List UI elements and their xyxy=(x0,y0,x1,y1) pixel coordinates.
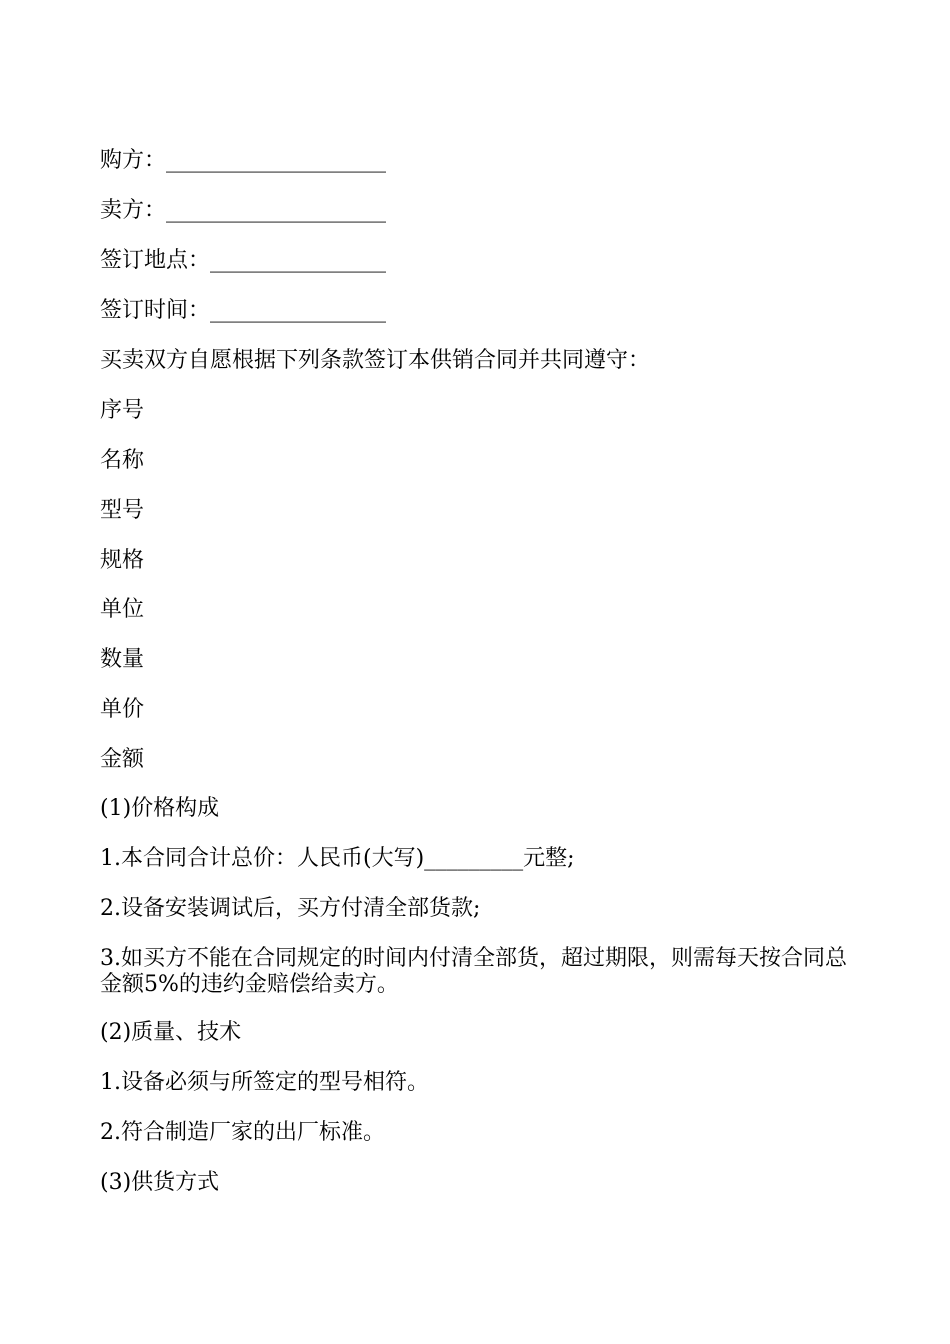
seller-field: 卖方：____________________ xyxy=(100,198,387,223)
quality-item-2: 2.符合制造厂家的出厂标准。 xyxy=(100,1120,385,1145)
table-header-amount: 金额 xyxy=(100,747,145,772)
quality-item-1: 1.设备必须与所签定的型号相符。 xyxy=(100,1070,429,1095)
table-header-spec: 规格 xyxy=(100,548,145,573)
table-header-name: 名称 xyxy=(100,448,145,473)
price-item-2: 2.设备安装调试后，买方付清全部货款; xyxy=(100,896,481,921)
table-header-model: 型号 xyxy=(100,498,145,523)
table-header-unit-price: 单价 xyxy=(100,697,145,722)
section-heading-quality: (2)质量、技术 xyxy=(100,1020,242,1045)
intro-paragraph: 买卖双方自愿根据下列条款签订本供销合同并共同遵守： xyxy=(100,348,651,373)
table-header-unit: 单位 xyxy=(100,597,145,622)
price-item-1: 1.本合同合计总价：人民币(大写)_________元整; xyxy=(100,846,575,871)
table-header-quantity: 数量 xyxy=(100,647,145,672)
table-header-index: 序号 xyxy=(100,398,145,423)
signing-place-field: 签订地点：________________ xyxy=(100,248,387,273)
buyer-field: 购方：____________________ xyxy=(100,148,387,173)
section-heading-supply: (3)供货方式 xyxy=(100,1170,220,1195)
signing-time-field: 签订时间：________________ xyxy=(100,298,387,323)
section-heading-price: (1)价格构成 xyxy=(100,796,220,821)
price-item-3: 3.如买方不能在合同规定的时间内付清全部货，超过期限，则需每天按合同总金额5%的违约金赔偿给卖方。 xyxy=(100,946,847,997)
